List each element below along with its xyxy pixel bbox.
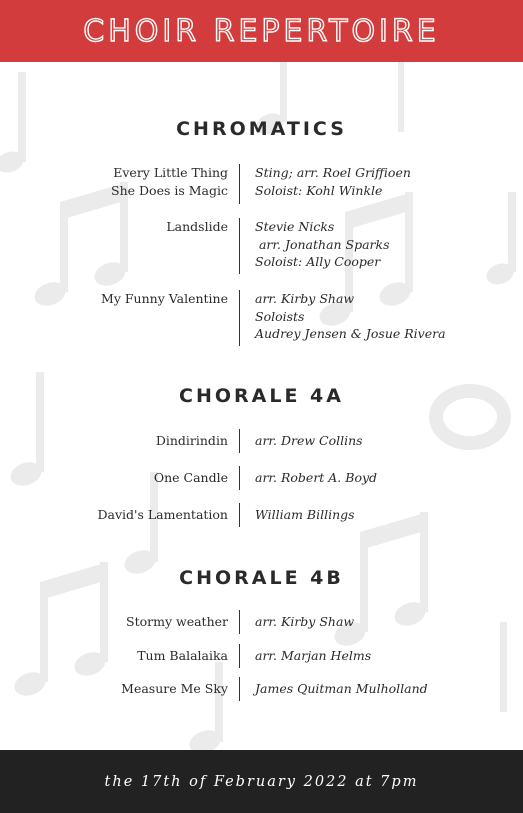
song-credits (255, 469, 377, 487)
credit-line: arr. Drew Collins (255, 433, 363, 448)
song-title-line: Measure Me Sky (121, 681, 228, 696)
credit-line: William Billings (255, 507, 355, 522)
song-title-line: David's Lamentation (97, 507, 228, 522)
divider-line (239, 466, 240, 490)
credit-line: Stevie Nicks (255, 219, 335, 234)
credit-line: James Quitman Mulholland (255, 681, 428, 696)
credit-line: Audrey Jensen & Josue Rivera (255, 326, 446, 341)
song-title (98, 506, 229, 524)
song-credits (255, 506, 355, 524)
divider-line (239, 677, 240, 701)
song-title (101, 290, 228, 308)
song-title-line: Dindirindin (155, 433, 228, 448)
divider-line (239, 290, 240, 346)
song-title (156, 432, 228, 450)
song-credits (255, 218, 390, 271)
song-title (154, 469, 228, 487)
credit-line: arr. Robert A. Boyd (255, 470, 378, 485)
song-title-line: One Candle (153, 470, 228, 485)
credit-line: Soloist: Kohl Winkle (255, 182, 383, 198)
credit-line: Soloist: Ally Cooper (255, 254, 381, 269)
divider-line (239, 644, 240, 668)
song-credits (255, 613, 354, 631)
song-title-line: My Funny Valentine (101, 291, 228, 306)
section-title-chromatics: CHROMATICS (176, 118, 347, 140)
header-banner (0, 0, 523, 62)
song-title-line: Stormy weather (126, 614, 228, 629)
song-title-line: Tum Balalaika (137, 648, 228, 663)
credit-line: Soloists (255, 308, 305, 324)
song-credits (255, 164, 411, 199)
credit-line: Sting; arr. Roel Griffioen (255, 165, 411, 180)
section-title-chorale-4b: CHORALE 4B (179, 567, 344, 589)
song-credits (255, 290, 446, 343)
song-title (137, 647, 228, 665)
song-credits (255, 432, 363, 450)
divider-line (239, 610, 240, 634)
song-title (166, 218, 228, 236)
credit-line: arr. Marjan Helms (255, 648, 372, 663)
song-title-line: Every Little Thing (113, 165, 228, 180)
song-credits (255, 680, 428, 698)
credit-line: arr. Kirby Shaw (255, 614, 355, 629)
footer-banner (0, 750, 523, 813)
song-credits (255, 647, 371, 665)
event-date: the 17th of February 2022 at 7pm (104, 773, 419, 790)
song-title-line: She Does is Magic (111, 182, 228, 198)
section-title-chorale-4a: CHORALE 4A (179, 385, 344, 407)
song-title (121, 680, 228, 698)
page-title: CHOIR REPERTOIRE (83, 13, 440, 49)
song-title (111, 164, 228, 199)
song-title-line: Landslide (166, 219, 228, 234)
divider-line (239, 218, 240, 274)
divider-line (239, 503, 240, 527)
repertoire-content (0, 62, 523, 750)
divider-line (239, 429, 240, 453)
divider-line (239, 164, 240, 204)
song-title (126, 613, 228, 631)
credit-line: arr. Kirby Shaw (255, 291, 355, 306)
credit-line: arr. Jonathan Sparks (255, 236, 390, 252)
